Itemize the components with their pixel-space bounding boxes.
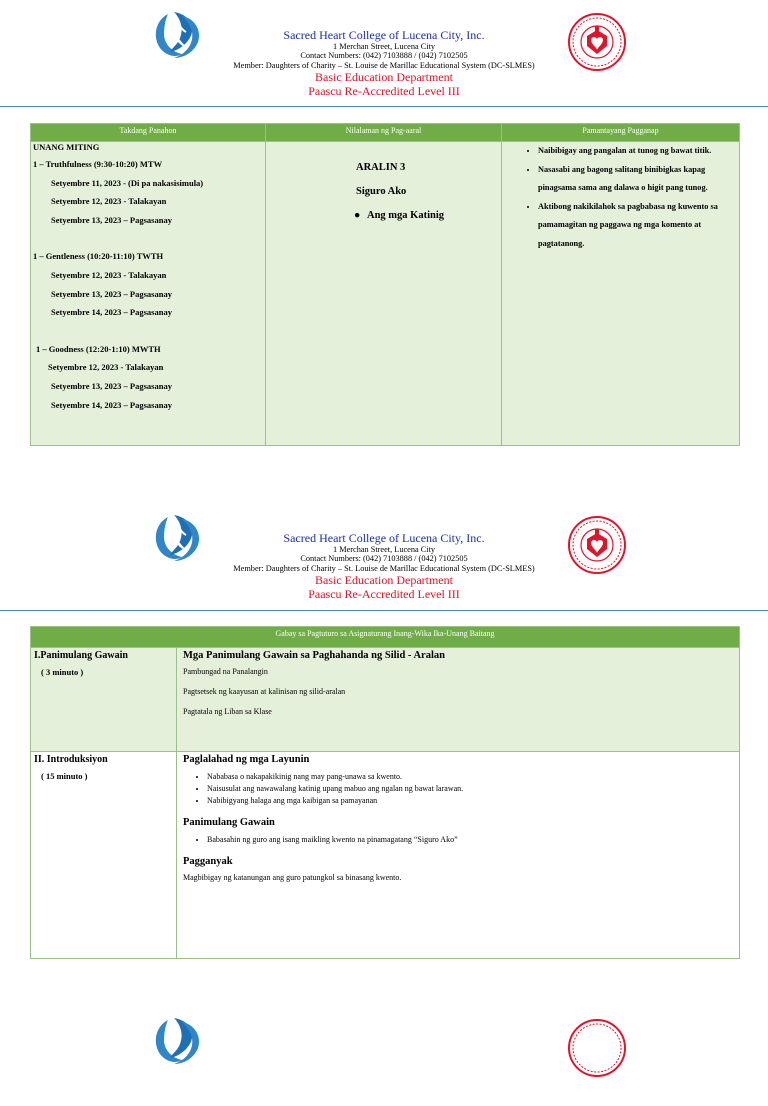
schedule-date: Setyembre 14, 2023 – Pagsasanay <box>51 307 172 318</box>
department: Basic Education Department <box>315 70 453 85</box>
schedule-cell <box>31 142 266 446</box>
section-heading: Panimulang Gawain <box>183 817 275 828</box>
section-title: 1 – Truthfulness (9:30-10:20) MTW <box>33 159 163 169</box>
lesson-guide-table <box>30 626 740 959</box>
paascu-seal-icon <box>567 1018 627 1078</box>
column-header: Nilalaman ng Pag-aaral <box>266 124 502 142</box>
page-header-partial <box>0 1006 768 1106</box>
lesson-number: ARALIN 3 <box>356 162 406 173</box>
header-divider <box>0 610 768 611</box>
section-duration: ( 15 minuto ) <box>41 771 88 781</box>
section-label-cell <box>31 648 177 752</box>
section-title: 1 – Gentleness (10:20-11:10) TWTH <box>33 251 164 262</box>
standard-item: • Aktibong nakikilahok sa pagbabasa ng kuwento sa pamamagitan ng paggawa ng mga komento at pagtatanong. <box>538 198 733 254</box>
activity-item: Pagtatala ng Liban sa Klase <box>183 707 272 716</box>
schedule-table <box>30 123 740 446</box>
bullet-icon: ● <box>354 210 361 221</box>
section-label: II. Introduksiyon <box>34 754 108 765</box>
schedule-date: Setyembre 13, 2023 – Pagsasanay <box>51 288 172 299</box>
schedule-date: Setyembre 11, 2023 - (Di pa nakasisimula) <box>51 177 204 188</box>
section-heading: Paglalahad ng mga Layunin <box>183 754 310 765</box>
section-duration: ( 3 minuto ) <box>41 667 84 677</box>
schedule-date: Setyembre 12, 2023 - Talakayan <box>51 269 167 280</box>
activity-item: Pambungad na Panalangin <box>183 667 268 676</box>
objectives-list <box>183 771 733 807</box>
column-header: Pamantayang Pagganap <box>502 124 740 142</box>
schedule-date: Setyembre 13, 2023 – Pagsasanay <box>51 214 172 225</box>
header-divider <box>0 106 768 107</box>
page-header <box>0 503 768 603</box>
schedule-date: Setyembre 12, 2023 - Talakayan <box>51 196 167 207</box>
objective-item: • Naisusulat ang nawawalang katinig upang mabuo ang ngalan ng bawat larawan. <box>207 783 733 795</box>
meeting-heading: UNANG MITING <box>33 142 100 152</box>
section-label: I.Panimulang Gawain <box>34 650 128 661</box>
lesson-title: Siguro Ako <box>356 186 407 197</box>
content-cell <box>266 142 502 446</box>
membership: Member: Daughters of Charity – St. Louise de Marillac Educational System (DC-SLMES) <box>233 60 535 70</box>
section-content-cell <box>177 752 740 959</box>
schedule-date: Setyembre 14, 2023 – Pagsasanay <box>51 399 172 410</box>
section-title: 1 – Goodness (12:20-1:10) MWTH <box>36 343 161 354</box>
accreditation: Paascu Re-Accredited Level III <box>308 587 460 602</box>
standards-list <box>502 142 739 254</box>
membership: Member: Daughters of Charity – St. Louise de Marillac Educational System (DC-SLMES) <box>233 563 535 573</box>
activity-list <box>183 834 733 846</box>
lesson-topic: ● Ang mga Katinig <box>354 210 445 221</box>
activity-item: Pagtsetsek ng kaayusan at kalinisan ng silid-aralan <box>183 687 346 696</box>
section-heading: Mga Panimulang Gawain sa Paghahanda ng Silid - Aralan <box>183 650 445 661</box>
page-header <box>0 0 768 100</box>
department: Basic Education Department <box>315 573 453 588</box>
school-name: Sacred Heart College of Lucena City, Inc. <box>283 531 485 545</box>
accreditation: Paascu Re-Accredited Level III <box>308 84 460 99</box>
school-name: Sacred Heart College of Lucena City, Inc. <box>283 28 485 42</box>
column-header: Takdang Panahon <box>31 124 266 142</box>
standards-cell <box>502 142 740 446</box>
school-address: 1 Merchan Street, Lucena City <box>332 42 436 51</box>
objective-item: • Nabibigyang halaga ang mga kaibigan sa pamayanan <box>207 795 733 807</box>
header-text <box>0 28 768 98</box>
schedule-date: Setyembre 13, 2023 – Pagsasanay <box>51 380 172 391</box>
section-heading: Pagganyak <box>183 856 233 867</box>
section-label-cell <box>31 752 177 959</box>
activity-item: • Babasahin ng guro ang isang maikling kwento na pinamagatang “Siguro Ako” <box>207 834 733 846</box>
contact-numbers: Contact Numbers: (042) 7103888 / (042) 7102505 <box>300 51 468 61</box>
schedule-date: Setyembre 12, 2023 - Talakayan <box>48 362 164 373</box>
standard-item: • Nasasabi ang bagong salitang binibigkas kapag pinagsama sama ang dalawa o higit pang tunog. <box>538 161 733 198</box>
standard-item: • Naibibigay ang pangalan at tunog ng bawat titik. <box>538 142 733 161</box>
section-content-cell <box>177 648 740 752</box>
school-address: 1 Merchan Street, Lucena City <box>332 545 436 554</box>
guide-title: Gabay sa Pagtuturo sa Asignaturang Inang-Wika Ika-Unang Baitang <box>31 627 740 648</box>
motivation-text: Magbibigay ng katanungan ang guro patungkol sa binasang kwento. <box>183 873 402 882</box>
objective-item: • Nababasa o nakapakikinig nang may pang-unawa sa kwento. <box>207 771 733 783</box>
header-text <box>0 531 768 601</box>
school-logo-icon <box>150 1014 206 1070</box>
contact-numbers: Contact Numbers: (042) 7103888 / (042) 7102505 <box>300 554 468 564</box>
